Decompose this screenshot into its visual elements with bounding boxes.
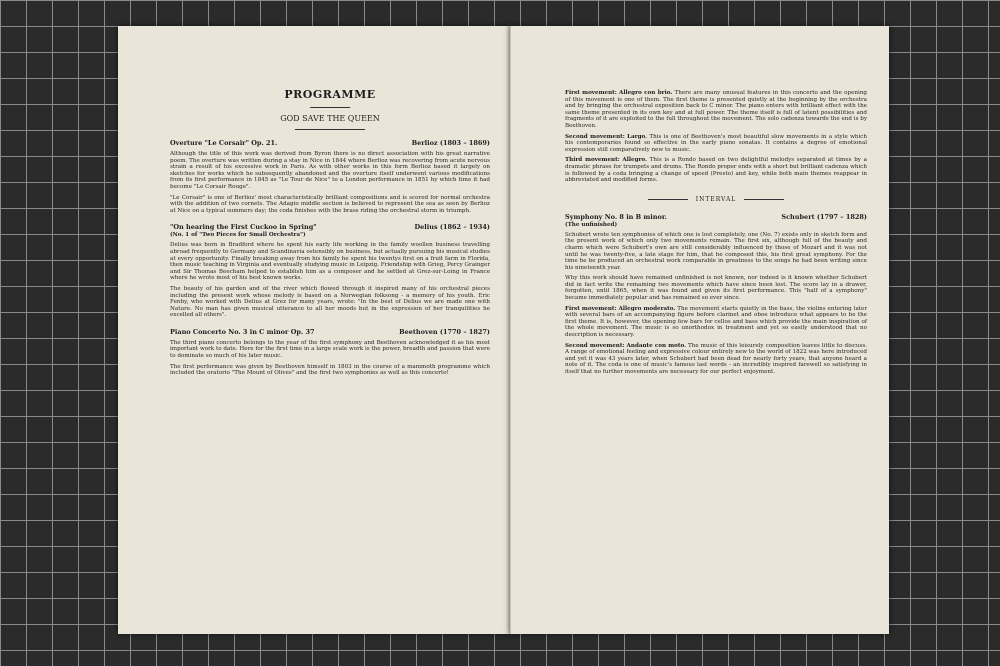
- work-title: Overture "Le Corsair" Op. 21.: [170, 139, 278, 147]
- interval-label: INTERVAL: [695, 195, 737, 203]
- divider: [295, 129, 365, 130]
- programme-item-beethoven: [170, 328, 490, 377]
- movement-tempo: Allegro moderato.: [618, 305, 676, 312]
- movement-label: First movement:: [565, 90, 617, 96]
- composer-dates: Schubert (1797 – 1828): [781, 212, 867, 221]
- movement-tempo: Largo.: [627, 133, 648, 140]
- movement-note: [565, 343, 867, 376]
- movement-label: Second movement:: [565, 342, 625, 349]
- composer-dates: Beethoven (1770 – 1827): [399, 327, 490, 336]
- composer-dates: Delius (1862 – 1934): [414, 223, 490, 232]
- right-column: [565, 86, 867, 376]
- programme-note: "Le Corsair" is one of Berlioz' most characteristically brilliant compositions and is scored for normal orchestra with the addition of two cornets. The Adagio middle section is believed to represent the sea as seen by Berlioz at Nice on a typical summers day; the coda finishes with the brass riding the orchestral storm in triumph.: [170, 194, 490, 214]
- movement-note: [565, 306, 867, 339]
- work-title: "On hearing the First Cuckoo in Spring": [170, 223, 317, 232]
- right-page: [510, 26, 889, 634]
- programme-note: The third piano concerto belongs to the year of the first symphony and Beethoven acknowledged it as his most important work to date. Here for the first time in a large scale work is the power, breadth and passion that were to dominate so much of his later music.: [170, 339, 490, 360]
- programme-note: Delius was born in Bradford where he spent his early life working in the family woollen business travelling abroad frequently to Germany and Scandinavia ostensibly on business, but actually pursuing his musical studies at every opportunity. Finally breaking away from his family he spent his twentys first on a fruit farm in Florida, then music teaching in Virginia and eventually studying music in Leipzig. Friendship with Grieg, Percy Grainger and Sir Thomas Beecham helped to establish him as a composer and he settled at Grez-sur-Loing in France where he wrote most of his best known works.: [170, 242, 490, 282]
- programme-note: Why this work should have remained unfinished is not known, nor indeed is it known whether Schubert did in fact write the remaining two movements which have since been lost. The score lay in a drawer, forgotten, until 1865, when it was found and given its first performance. This "half of a symphony" became immediately popular and has remained so ever since.: [565, 275, 867, 302]
- movement-label: First movement:: [565, 305, 617, 312]
- movement-tempo: Andante con moto.: [626, 342, 687, 349]
- divider: [744, 199, 784, 200]
- programme-item-delius: [170, 223, 490, 319]
- movement-note: [565, 157, 867, 183]
- movement-text: There are many unusual features in this concerto and the opening of this movement is one of them. The first theme is presented quietly at the beginning by the orchestra and by bringing the orchestral exposition back to C minor. The piano enters with brilliant effect with the same theme presented in its own key and at full power. The theme itself is full of latent possibilities and fragments of it are exploited to the full throughout the movement. The solo cadenza towards the end is by Beethoven.: [565, 90, 868, 129]
- movement-label: Third movement:: [565, 157, 620, 164]
- movement-text: This is a Rondo based on two delightful melodys separated at times by a dramatic phrase for trumpets and drums. The Rondo proper ends with a short but brilliant cadenza which is followed by a coda bringing a change of speed (Presto) and key, while both main themes reappear in abbreviated and modified forms.: [565, 157, 867, 184]
- divider: [648, 199, 688, 200]
- programme-note: The beauty of his garden and of the river which flowed through it inspired many of his orchestral pieces including the present work whose melody is based on a Norwegian folksong - a memory of his youth. Eric Fenby, who worked with Delius at Grez for many years, wrote: "In the best of Delius we are made one with Nature. No man has given musical utterance to all her moods but in the expression of her tranquilities he excelled all others".: [170, 285, 490, 319]
- programme-note: The first performance was given by Beethoven himself in 1803 in the course of a mammoth programme which included the oratorio "The Mount of Olives" and the first two symphonies as well as this concerto!: [170, 363, 490, 377]
- movement-note: [565, 90, 867, 130]
- movement-text: The music of this leisurely composition leaves little to discuss. A range of emotional feeling and expressive colour entirely new to the world of 1822 was here introduced and yet it was 43 years later, when Schubert had been dead for nearly forty years, that anyone heard a note of it. The coda is one of music's famous last words - an incredibly inspired farewell so satisfying in itself that no further movements are necessary for our perfect enjoyment.: [565, 342, 867, 375]
- composer-dates: Berlioz (1803 – 1869): [411, 139, 490, 147]
- movement-text: The movement starts quietly in the bass, the violins entering later with several bars of an accompanying figure before clarinet and oboe introduce what appears to be the first theme. It is, however, the opening few bars for cellos and bass which provide the main inspiration of the whole movement. The music is so unorthodox in treatment and yet so easily understood that no description is necessary.: [565, 305, 868, 339]
- programme-item-berlioz: [170, 139, 490, 214]
- work-subtitle: (The unfinished): [565, 221, 618, 228]
- work-subtitle: (No. 1 of "Two Pieces for Small Orchestra"): [170, 232, 306, 239]
- anthem-title: GOD SAVE THE QUEEN: [280, 114, 380, 123]
- divider: [310, 107, 350, 108]
- movement-text: This is one of Beethoven's most beautiful slow movements in a style which his contemporaries found so effective in the early piano sonatas. It contains a degree of emotional expression still comparatively new to music.: [565, 133, 867, 153]
- programme-heading: PROGRAMME: [284, 88, 376, 101]
- movement-tempo: Allegro.: [622, 157, 648, 164]
- programme-note: Although the title of this work was derived from Byron there is no direct association with his great narrative poem. The overture was written during a stay in Nice in 1844 where Berlioz was recovering from acute nervous strain a result of his excessive work in Paris. As with other works in this form Berlioz based it largely on sketches for works which he subsequently abandoned and the overture itself underwent various modifications from its first performance in 1845 as "Le Tour de Nice" to a London performance in 1851 by which time it had become "Le Corsair Rouge".: [170, 151, 490, 190]
- programme-item-schubert: [565, 213, 867, 376]
- movement-note: [565, 134, 867, 154]
- work-title: Symphony No. 8 in B minor.: [565, 212, 667, 221]
- interval-marker: [565, 196, 867, 203]
- movement-label: Second movement:: [565, 133, 625, 140]
- programme-note: Schubert wrote ten symphonies of which one is lost completely, one (No. 7) exists only in sketch form and the present work of which only two movements remain. The first six, although full of the beauty and charm which were Schubert's own are still considerably influenced by those of Mozart and it was not until he was twenty-five, a late stage for him, that he composed this, his first great symphony. For the time he be produced an orchestral work comparable in greatness to the songs he had been writing since his nineteenth year.: [565, 231, 867, 271]
- movement-tempo: Allegro con brio.: [619, 90, 673, 96]
- left-column: [170, 88, 490, 377]
- left-page: [118, 26, 510, 634]
- work-title: Piano Concerto No. 3 in C minor Op. 37: [170, 327, 315, 336]
